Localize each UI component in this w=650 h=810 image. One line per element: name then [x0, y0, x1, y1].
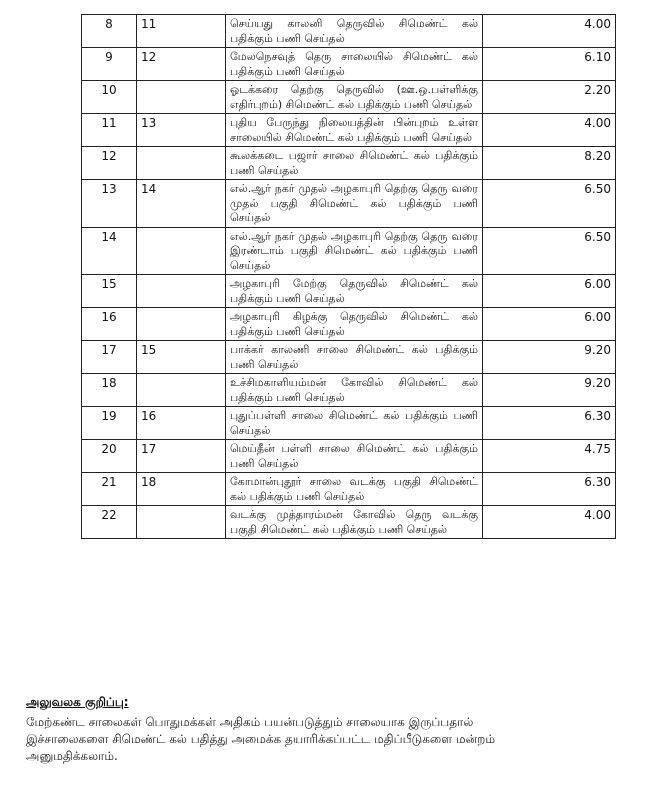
- amount-cell: 6.00: [483, 308, 616, 341]
- old-number-cell: [137, 227, 226, 275]
- amount-cell: 6.50: [483, 227, 616, 275]
- office-note-line: அனுமதிக்கலாம்.: [26, 749, 118, 763]
- table-row: [82, 407, 616, 440]
- old-number-cell: [137, 308, 226, 341]
- work-description-cell: அழகாபுரி மேற்கு தெருவில் சிமெண்ட் கல் பதிக்கும் பணி செய்தல்: [226, 275, 483, 308]
- amount-cell: 2.20: [483, 81, 616, 114]
- serial-number-cell: 13: [82, 180, 137, 228]
- table-row: [82, 147, 616, 180]
- table-row: [82, 473, 616, 506]
- work-description-cell: எல்.ஆர் நகர் முதல் அழகாபுரி தெற்கு தெரு வரை இரண்டாம் பகுதி சிமெண்ட் கல் பதிக்கும் பணி செய்தல்: [226, 227, 483, 275]
- work-description-cell: வடக்கு முத்தாரம்மன் கோவில் தெரு வடக்கு பகுதி சிமெண்ட் கல் பதிக்கும் பணி செய்தல்: [226, 506, 483, 539]
- table-row: [82, 180, 616, 228]
- work-description-cell: உச்சிமகாளியம்மன் கோவில் சிமெண்ட் கல் பதிக்கும் பணி செய்தல்: [226, 374, 483, 407]
- amount-cell: 6.10: [483, 48, 616, 81]
- table-row: [82, 81, 616, 114]
- works-table: [81, 14, 616, 539]
- office-note-line: மேற்கண்ட சாலைகள் பொதுமக்கள் அதிகம் பயன்படுத்தும் சாலையாக இருப்பதால்: [26, 715, 474, 729]
- table-row: [82, 374, 616, 407]
- old-number-cell: [137, 275, 226, 308]
- work-description-cell: மெய்தீன் பள்ளி சாலை சிமெண்ட் கல் பதிக்கும் பணி செய்தல்: [226, 440, 483, 473]
- table-row: [82, 15, 616, 48]
- old-number-cell: [137, 374, 226, 407]
- work-description-cell: மேலநெசவுத் தெரு சாலையில் சிமெண்ட் கல் பதிக்கும் பணி செய்தல்: [226, 48, 483, 81]
- old-number-cell: 14: [137, 180, 226, 228]
- work-description-cell: அழகாபுரி கிழக்கு தெருவில் சிமெண்ட் கல் பதிக்கும் பணி செய்தல்: [226, 308, 483, 341]
- amount-cell: 6.30: [483, 473, 616, 506]
- office-note-line: இச்சாலைகளை சிமெண்ட் கல் பதித்து அமைக்க தயாரிக்கப்பட்ட மதிப்பீடுகளை மன்றம்: [26, 732, 496, 746]
- work-description-cell: ஓடக்கரை தெற்கு தெருவில் (ஊ.ஒ.பள்ளிக்கு எதிர்புறம்) சிமெண்ட் கல் பதிக்கும் பணி செய்தல்: [226, 81, 483, 114]
- old-number-cell: 16: [137, 407, 226, 440]
- work-description-cell: எல்.ஆர் நகர் முதல் அழகாபுரி தெற்கு தெரு வரை முதல் பகுதி சிமெண்ட் கல் பதிக்கும் பணி செய்தல்: [226, 180, 483, 228]
- works-table-body: [82, 15, 616, 539]
- table-row: [82, 275, 616, 308]
- work-description-cell: புதிய பேருந்து நிலையத்தின் பின்புறம் உள்ள சாலையில் சிமெண்ட் கல் பதிக்கும் பணி செய்தல்: [226, 114, 483, 147]
- amount-cell: 4.75: [483, 440, 616, 473]
- amount-cell: 9.20: [483, 374, 616, 407]
- amount-cell: 6.30: [483, 407, 616, 440]
- amount-cell: 9.20: [483, 341, 616, 374]
- old-number-cell: [137, 81, 226, 114]
- serial-number-cell: 14: [82, 227, 137, 275]
- serial-number-cell: 9: [82, 48, 137, 81]
- old-number-cell: [137, 506, 226, 539]
- work-description-cell: கூலக்கடை பஜார் சாலை சிமெண்ட் கல் பதிக்கும் பணி செய்தல்: [226, 147, 483, 180]
- serial-number-cell: 20: [82, 440, 137, 473]
- old-number-cell: 17: [137, 440, 226, 473]
- amount-cell: 6.00: [483, 275, 616, 308]
- amount-cell: 8.20: [483, 147, 616, 180]
- serial-number-cell: 10: [82, 81, 137, 114]
- serial-number-cell: 16: [82, 308, 137, 341]
- table-row: [82, 341, 616, 374]
- amount-cell: 6.50: [483, 180, 616, 228]
- serial-number-cell: 18: [82, 374, 137, 407]
- old-number-cell: 15: [137, 341, 226, 374]
- serial-number-cell: 17: [82, 341, 137, 374]
- office-note: [26, 694, 626, 765]
- table-row: [82, 506, 616, 539]
- work-description-cell: பாக்கர் காலணி சாலை சிமெண்ட் கல் பதிக்கும் பணி செய்தல்: [226, 341, 483, 374]
- old-number-cell: [137, 147, 226, 180]
- old-number-cell: 18: [137, 473, 226, 506]
- serial-number-cell: 11: [82, 114, 137, 147]
- office-note-title: அலுவலக குறிப்பு:: [26, 695, 129, 709]
- old-number-cell: 11: [137, 15, 226, 48]
- serial-number-cell: 21: [82, 473, 137, 506]
- table-row: [82, 114, 616, 147]
- serial-number-cell: 15: [82, 275, 137, 308]
- amount-cell: 4.00: [483, 15, 616, 48]
- serial-number-cell: 12: [82, 147, 137, 180]
- old-number-cell: 13: [137, 114, 226, 147]
- table-row: [82, 308, 616, 341]
- work-description-cell: புதுப்பள்ளி சாலை சிமெண்ட் கல் பதிக்கும் பணி செய்தல்: [226, 407, 483, 440]
- table-row: [82, 48, 616, 81]
- work-description-cell: செய்யது காலனி தெருவில் சிமெண்ட் கல் பதிக்கும் பணி செய்தல்: [226, 15, 483, 48]
- amount-cell: 4.00: [483, 114, 616, 147]
- table-row: [82, 440, 616, 473]
- serial-number-cell: 19: [82, 407, 137, 440]
- table-row: [82, 227, 616, 275]
- office-note-body: [26, 714, 626, 765]
- work-description-cell: கோமான்புதூர் சாலை வடக்கு பகுதி சிமெண்ட் கல் பதிக்கும் பணி செய்தல்: [226, 473, 483, 506]
- serial-number-cell: 22: [82, 506, 137, 539]
- amount-cell: 4.00: [483, 506, 616, 539]
- old-number-cell: 12: [137, 48, 226, 81]
- serial-number-cell: 8: [82, 15, 137, 48]
